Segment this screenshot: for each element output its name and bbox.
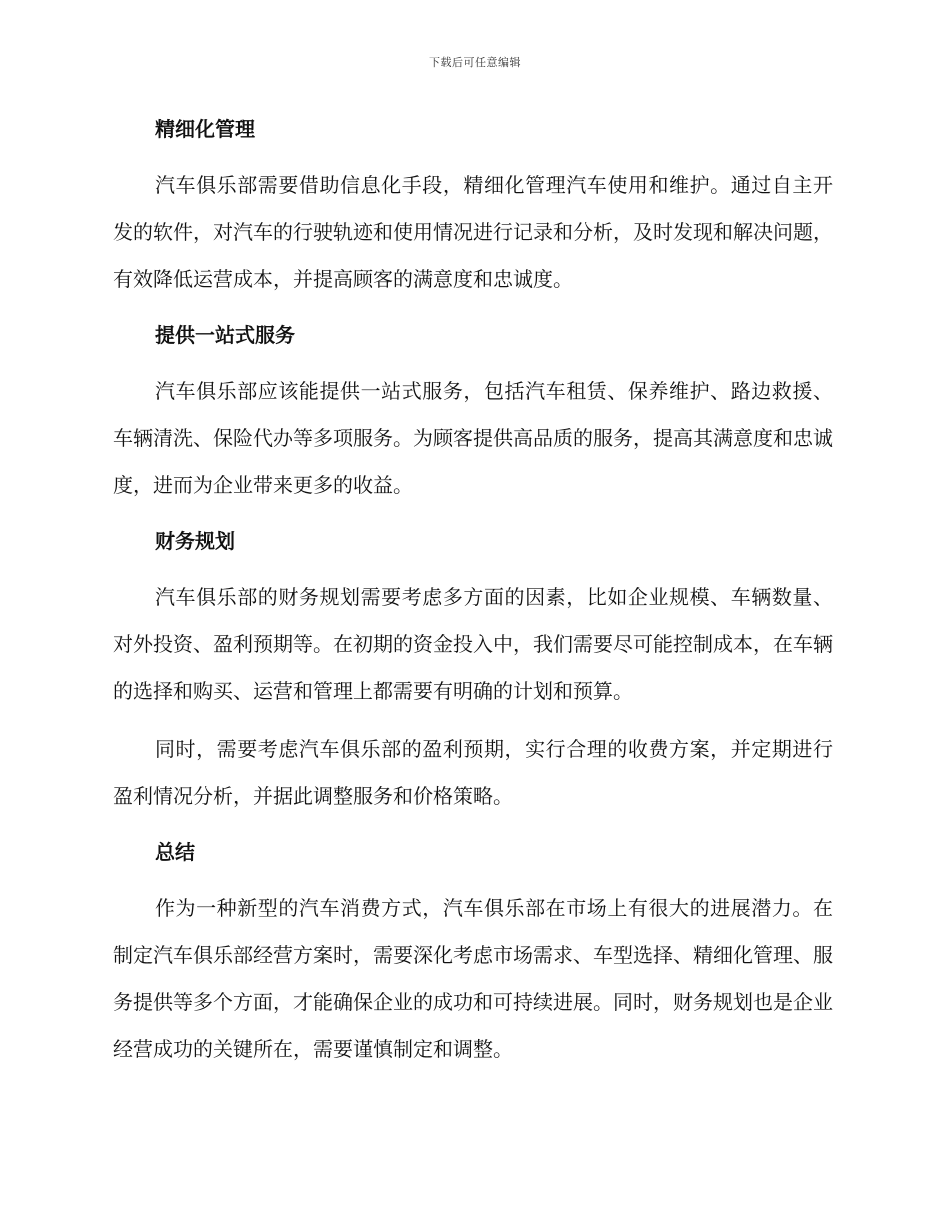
section-paragraph: 作为一种新型的汽车消费方式，汽车俱乐部在市场上有很大的进展潜力。在制定汽车俱乐部经营方案时，需要深化考虑市场需求、车型选择、精细化管理、服务提供等多个方面，才能确保企业的成功和可持续进展。同时，财务规划也是企业经营成功的关键所在，需要谨慎制定和调整。	[113, 896, 833, 1061]
section-heading-summary: 总结	[155, 840, 195, 864]
document-body	[113, 108, 833, 1073]
section-heading-financial-planning: 财务规划	[155, 529, 235, 553]
section-heading-one-stop-service: 提供一站式服务	[155, 323, 295, 347]
section-paragraph: 汽车俱乐部的财务规划需要考虑多方面的因素，比如企业规模、车辆数量、对外投资、盈利预期等。在初期的资金投入中，我们需要尽可能控制成本，在车辆的选择和购买、运营和管理上都需要有明确的计划和预算。	[113, 585, 833, 703]
section-heading-refined-management: 精细化管理	[155, 117, 255, 141]
section-paragraph: 同时，需要考虑汽车俱乐部的盈利预期，实行合理的收费方案，并定期进行盈利情况分析，并据此调整服务和价格策略。	[113, 737, 833, 808]
section-paragraph: 汽车俱乐部需要借助信息化手段，精细化管理汽车使用和维护。通过自主开发的软件，对汽车的行驶轨迹和使用情况进行记录和分析，及时发现和解决问题，有效降低运营成本，并提高顾客的满意度和忠诚度。	[113, 173, 833, 291]
header-note: 下载后可任意编辑	[429, 56, 521, 69]
section-paragraph: 汽车俱乐部应该能提供一站式服务，包括汽车租赁、保养维护、路边救援、车辆清洗、保险代办等多项服务。为顾客提供高品质的服务，提高其满意度和忠诚度，进而为企业带来更多的收益。	[113, 379, 833, 497]
